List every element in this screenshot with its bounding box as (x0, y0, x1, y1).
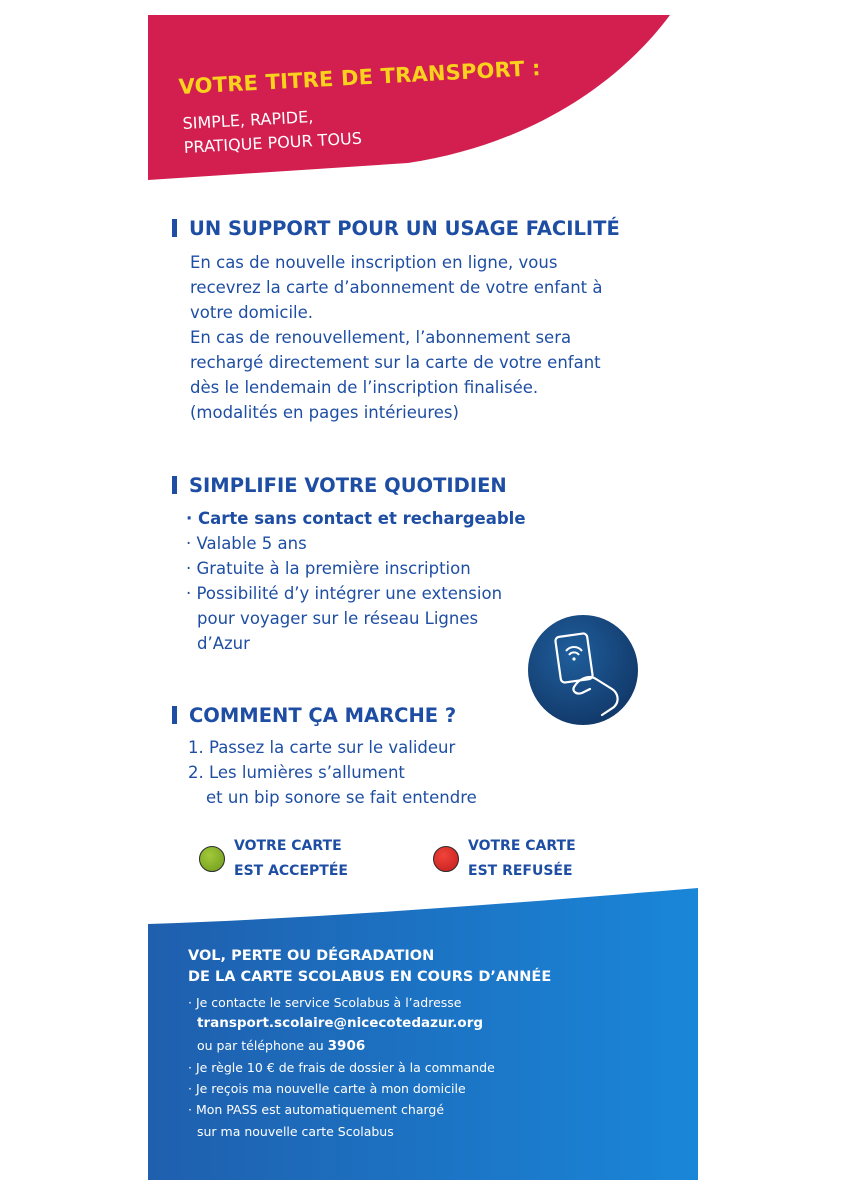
paragraph-line: En cas de renouvellement, l’abonnement sera (190, 328, 572, 347)
banner-subtitle (182, 103, 362, 160)
step-item-continuation: et un bip sonore se fait entendre (206, 788, 477, 807)
section-support-text (190, 250, 603, 425)
status-refused-line: VOTRE CARTE (468, 838, 576, 854)
status-accepted-line: VOTRE CARTE (234, 838, 342, 854)
paragraph-line: En cas de nouvelle inscription en ligne, vous (190, 253, 558, 272)
list-item: · Carte sans contact et rechargeable (186, 509, 526, 528)
contact-phone: 3906 (327, 1037, 366, 1054)
contact-phone-prefix: ou par téléphone au (197, 1037, 328, 1053)
section-bar (172, 706, 177, 724)
footer-list-item: · Je règle 10 € de frais de dossier à la commande (188, 1059, 495, 1075)
list-item-continuation: d’Azur (197, 634, 250, 653)
footer-list-item: · Je contacte le service Scolabus à l’adresse (188, 995, 462, 1010)
section-title-text: COMMENT ÇA MARCHE ? (189, 704, 457, 727)
section-title-text: UN SUPPORT POUR UN USAGE FACILITÉ (189, 217, 620, 240)
section-title-support (172, 217, 620, 240)
section-title-text: SIMPLIFIE VOTRE QUOTIDIEN (189, 474, 507, 497)
footer-panel (148, 888, 698, 1180)
header-banner (148, 15, 698, 180)
list-item: · Valable 5 ans (186, 534, 307, 553)
footer-list-item: · Mon PASS est automatiquement chargé (188, 1102, 445, 1118)
green-light-icon (199, 846, 225, 872)
banner-subtitle-line: SIMPLE, RAPIDE, (182, 107, 314, 133)
footer-list-item-continuation: sur ma nouvelle carte Scolabus (197, 1123, 394, 1139)
paragraph-line: (modalités en pages intérieures) (190, 403, 459, 422)
section-title-quotidien (172, 474, 507, 497)
list-item-continuation: pour voyager sur le réseau Lignes (197, 609, 479, 628)
footer-title-line: VOL, PERTE OU DÉGRADATION (188, 948, 435, 964)
paragraph-line: votre domicile. (190, 303, 314, 322)
step-item: 2. Les lumières s’allument (188, 763, 405, 782)
list-item: · Gratuite à la première inscription (186, 559, 471, 578)
status-accepted-line: EST ACCEPTÉE (234, 863, 348, 879)
contactless-card-hand-icon-graphic (528, 615, 638, 725)
section-title-comment (172, 704, 456, 727)
step-item: 1. Passez la carte sur le valideur (188, 738, 456, 757)
status-refused-line: EST REFUSÉE (468, 863, 573, 879)
status-refused (468, 834, 576, 884)
red-light-icon (433, 846, 459, 872)
paragraph-line: recevrez la carte d’abonnement de votre enfant à (190, 278, 603, 297)
footer-list (188, 992, 495, 1142)
section-bar (172, 476, 177, 494)
flyer-panel (148, 0, 698, 1200)
status-accepted (234, 834, 348, 884)
section-quotidien-list (186, 506, 526, 656)
section-comment-steps (188, 735, 477, 810)
contactless-card-hand-icon (528, 615, 638, 725)
footer-list-item: · Je reçois ma nouvelle carte à mon domicile (188, 1081, 466, 1097)
footer-title-line: DE LA CARTE SCOLABUS EN COURS D’ANNÉE (188, 969, 552, 985)
banner-subtitle-line: PRATIQUE POUR TOUS (183, 128, 363, 157)
banner-title: VOTRE TITRE DE TRANSPORT : (178, 56, 542, 99)
paragraph-line: rechargé directement sur la carte de votre enfant (190, 353, 601, 372)
paragraph-line: dès le lendemain de l’inscription finalisée. (190, 378, 539, 397)
list-item: · Possibilité d’y intégrer une extension (186, 584, 503, 603)
section-bar (172, 219, 177, 237)
footer-title (188, 946, 551, 988)
contact-email: transport.scolaire@nicecotedazur.org (197, 1015, 484, 1032)
contact-phone-line (188, 1035, 495, 1057)
